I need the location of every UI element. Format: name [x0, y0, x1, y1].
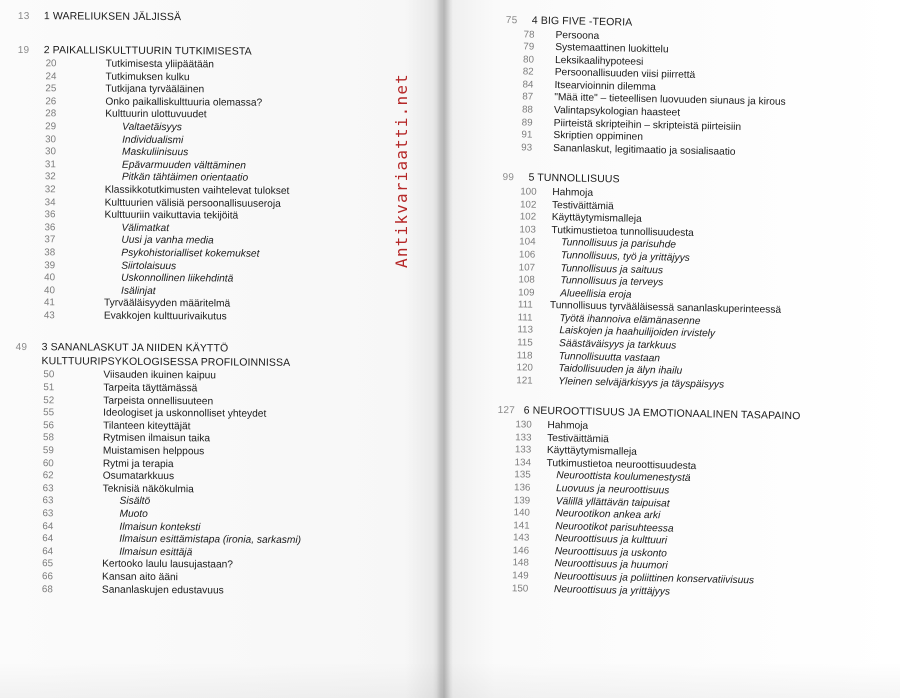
entry-page-number: 65	[42, 558, 54, 570]
chapter-title: KULTTUURIPSYKOLOGISESSA PROFILOINNISSA	[41, 355, 291, 369]
entry-title: Uusi ja vanha media	[121, 235, 214, 247]
entry-title: Sisältö	[119, 496, 151, 508]
chapter-page-number: 49	[15, 342, 28, 354]
entry-page-number: 25	[45, 83, 57, 95]
entry-page-number: 30	[45, 133, 57, 145]
chapter-title: 2 PAIKALLISKULTTUURIN TUTKIMISESTA	[43, 43, 252, 58]
entry-page-number: 100	[520, 186, 537, 198]
entry-title: Tutkimuksen kulku	[105, 71, 190, 83]
entry-page-number: 104	[519, 236, 536, 248]
entry-title: Yleinen selväjärkisyys ja täyspäisyys	[558, 376, 725, 391]
entry-page-number: 41	[43, 297, 55, 309]
entry-title: Persoonallisuuden viisi piirrettä	[554, 67, 696, 82]
entry-page-number: 24	[45, 70, 57, 82]
entry-title: Osumatarkkuus	[102, 470, 175, 483]
entry-page-number: 139	[513, 494, 531, 507]
entry-page-number: 82	[522, 66, 534, 78]
entry-page-number: 115	[517, 337, 533, 349]
entry-title: Epävarmuuden välttäminen	[121, 159, 246, 172]
toc-chapter	[494, 404, 868, 603]
entry-page-number: 30	[44, 146, 56, 158]
entry-page-number: 140	[513, 507, 531, 519]
entry-page-number: 26	[45, 95, 57, 108]
chapter-page-number: 13	[17, 10, 30, 23]
entry-title: Neurootikon ankea arki	[555, 508, 661, 522]
entry-page-number: 87	[522, 91, 534, 104]
chapter-heading	[15, 341, 425, 371]
entry-title: Klassikkotutkimusten vaihtelevat tulokset	[104, 184, 290, 197]
entry-page-number: 102	[519, 198, 537, 211]
entry-page-number: 146	[512, 545, 530, 557]
entry-page-number: 89	[521, 117, 533, 129]
toc-chapter	[16, 43, 428, 325]
entry-list	[14, 369, 426, 599]
chapter-title: 5 TUNNOLLISUUS	[528, 171, 620, 186]
entry-page-number: 135	[514, 469, 531, 481]
entry-title: Hahmoja	[552, 186, 594, 199]
entry-title: Testiväittämiä	[551, 199, 614, 212]
entry-title: Systemaattinen luokittelu	[555, 42, 669, 56]
entry-page-number: 29	[45, 121, 57, 133]
entry-page-number: 80	[522, 54, 535, 66]
entry-title: Piirteistä skripteihin – skripteistä piirteisiin	[553, 117, 742, 133]
chapter-page-number: 75	[505, 14, 518, 27]
entry-title: Onko paikalliskulttuuria olemassa?	[105, 96, 263, 109]
entry-title: Kulttuuriin vaikuttavia tekijöitä	[104, 209, 239, 222]
entry-page-number: 109	[518, 287, 535, 299]
entry-title: Tyrvääläisyyden määritelmä	[103, 297, 231, 310]
entry-page-number: 113	[517, 324, 534, 337]
entry-title: Välimatkat	[121, 222, 170, 234]
chapter-title: 3 SANANLASKUT JA NIIDEN KÄYTTÖ	[41, 341, 229, 355]
entry-title: Alueellisia eroja	[560, 287, 632, 301]
entry-page-number: 133	[514, 444, 532, 456]
entry-title: Kansan aito ääni	[102, 571, 178, 584]
chapter-page-number: 19	[17, 44, 30, 56]
entry-page-number: 141	[513, 519, 530, 532]
watermark-text: Antikvariaatti.net	[392, 73, 411, 268]
entry-title: Valtaetäisyys	[122, 121, 182, 134]
left-toc	[14, 10, 428, 599]
entry-title: Ilmaisun esittämistapa (ironia, sarkasmi)	[119, 533, 302, 547]
entry-page-number: 133	[515, 431, 532, 444]
entry-title: Neuroottisuus ja yrittäjyys	[553, 583, 671, 598]
entry-title: Tunnollisuutta vastaan	[558, 350, 661, 364]
entry-title: Hahmoja	[547, 419, 589, 432]
entry-title: Uskonnollinen liikehdintä	[121, 272, 234, 285]
chapter-heading	[18, 43, 428, 59]
entry-page-number: 130	[515, 419, 532, 431]
entry-title: Käyttäytymismalleja	[546, 445, 637, 458]
entry-page-number: 64	[42, 545, 54, 558]
entry-page-number: 91	[521, 129, 533, 141]
entry-title: Ilmaisun konteksti	[119, 521, 201, 533]
entry-page-number: 63	[42, 482, 54, 495]
entry-title: Neurootikot parisuhteessa	[555, 520, 674, 535]
left-page	[0, 0, 440, 698]
entry-title: Isälinjat	[121, 285, 156, 297]
entry-title: Säästäväisyys ja tarkkuus	[558, 338, 677, 352]
entry-page-number: 60	[42, 457, 54, 469]
entry-title: Välillä yllättävän taipuisat	[555, 495, 670, 510]
entry-title: Tunnollisuus tyrvääläisessä sananlaskuperinteessä	[549, 300, 782, 317]
entry-title: Evakkojen kulttuurivaikutus	[103, 310, 227, 323]
entry-title: Tunnollisuus ja terveys	[560, 275, 664, 289]
entry-title: Sananlaskut, legitimaatio ja sosialisaatio	[553, 142, 736, 158]
entry-page-number: 43	[43, 310, 55, 322]
entry-title: Tarpeita täyttämässä	[103, 382, 198, 395]
entry-page-number: 20	[45, 58, 57, 70]
entry-title: Pitkän tähtäimen orientaatio	[121, 172, 249, 184]
entry-page-number: 58	[42, 432, 54, 444]
entry-page-number: 148	[512, 557, 529, 570]
entry-title: Laiskojen ja haahuilijoiden irvistely	[559, 325, 716, 340]
entry-title: Tilanteen kiteyttäjät	[103, 420, 191, 433]
entry-page-number: 93	[521, 142, 533, 154]
entry-page-number: 51	[43, 382, 55, 394]
entry-page-number: 118	[516, 349, 533, 362]
entry-page-number: 64	[42, 533, 54, 545]
entry-page-number: 107	[518, 261, 536, 274]
entry-page-number: 37	[44, 234, 56, 246]
entry-list	[16, 58, 428, 325]
entry-page-number: 63	[42, 495, 54, 507]
entry-page-number: 102	[519, 211, 537, 223]
entry-page-number: 121	[516, 375, 533, 387]
entry-title: Tutkimustietoa tunnollisuudesta	[551, 224, 694, 239]
entry-page-number: 120	[516, 362, 534, 374]
entry-title: "Mää itte" – tieteellisen luovuuden siunaus ja kirous	[554, 92, 786, 109]
entry-page-number: 62	[42, 470, 54, 482]
entry-page-number: 63	[42, 508, 54, 520]
entry-title: Valintapsykologian haasteet	[553, 105, 681, 119]
entry-list	[498, 186, 872, 395]
entry-title: Tunnollisuus, työ ja yrittäjyys	[560, 250, 690, 264]
entry-page-number: 79	[523, 41, 535, 53]
entry-title: Luovuus ja neuroottisuus	[555, 483, 670, 497]
entry-title: Siirtolaisuus	[121, 260, 177, 272]
entry-page-number: 111	[517, 299, 533, 311]
entry-page-number: 52	[43, 394, 55, 406]
chapter-page-number: 99	[502, 172, 515, 184]
entry-title: Viisauden ikuinen kaipuu	[103, 370, 217, 382]
book-gutter	[433, 0, 453, 698]
entry-page-number: 84	[522, 79, 534, 91]
entry-title: Käyttäytymismalleja	[551, 212, 642, 226]
toc-chapter	[503, 14, 876, 162]
entry-page-number: 56	[43, 420, 55, 432]
entry-page-number: 88	[521, 104, 534, 116]
right-toc	[494, 14, 876, 603]
entry-list	[503, 28, 876, 162]
entry-title: Kulttuurien välisiä persoonallisuuseroja	[104, 197, 281, 210]
entry-title: Itsearvioinnin dilemma	[554, 79, 656, 94]
entry-page-number: 39	[44, 259, 56, 271]
entry-page-number: 103	[519, 224, 536, 236]
entry-title: Sananlaskujen edustavuus	[101, 584, 224, 597]
entry-page-number: 64	[42, 520, 54, 532]
entry-title: Neuroottisuus ja kulttuuri	[554, 533, 668, 547]
entry-page-number: 68	[41, 583, 53, 595]
entry-page-number: 55	[43, 407, 55, 419]
entry-title: Kulttuurin ulottuvuudet	[105, 108, 207, 121]
chapter-title: 6 NEUROOTTISUUS JA EMOTIONAALINEN TASAPAINO	[523, 404, 801, 423]
page-bottom-shade	[0, 662, 900, 698]
entry-title: Neuroottista koulumenestystä	[556, 470, 691, 485]
entry-page-number: 66	[42, 571, 53, 583]
entry-title: Rytmisen ilmaisun taika	[102, 433, 211, 445]
entry-title: Ilmaisun esittäjä	[119, 546, 193, 559]
toc-entry	[14, 584, 424, 599]
entry-title: Testiväittämiä	[547, 432, 609, 445]
entry-page-number: 78	[523, 28, 535, 41]
entry-title: Neuroottisuus ja uskonto	[554, 546, 667, 560]
entry-title: Tutkimustietoa neuroottisuudesta	[546, 457, 697, 472]
entry-page-number: 32	[44, 184, 56, 196]
entry-title: Tarpeista onnellisuuteen	[103, 395, 214, 408]
toc-chapter	[14, 341, 426, 599]
entry-title: Muoto	[119, 508, 148, 520]
entry-page-number: 28	[45, 108, 57, 120]
chapter-heading	[18, 10, 428, 26]
chapter-title: 4 BIG FIVE -TEORIA	[531, 14, 633, 29]
chapter-title: 1 WARELIUKSEN JÄLJISSÄ	[43, 10, 182, 24]
entry-page-number: 38	[44, 247, 56, 259]
entry-title: Tunnollisuus ja saituus	[560, 262, 664, 276]
entry-page-number: 136	[513, 482, 531, 494]
toc-chapter	[498, 171, 872, 395]
entry-page-number: 50	[43, 369, 55, 381]
entry-title: Tutkimisesta yliipäätään	[105, 58, 215, 71]
entry-title: Skriptien oppiminen	[553, 130, 644, 144]
entry-title: Neuroottisuus ja poliittinen konservatiivisuus	[554, 571, 755, 587]
entry-page-number: 31	[44, 158, 56, 171]
entry-title: Rytmi ja terapia	[102, 458, 174, 470]
entry-page-number: 36	[44, 209, 56, 221]
entry-title: Neuroottisuus ja huumori	[554, 558, 668, 572]
entry-page-number: 40	[44, 272, 56, 284]
entry-title: Persoona	[555, 29, 600, 42]
entry-title: Muistamisen helppous	[102, 445, 205, 458]
entry-list	[494, 419, 868, 603]
entry-page-number: 108	[518, 274, 535, 286]
entry-page-number: 106	[518, 249, 536, 261]
entry-page-number: 34	[44, 196, 56, 208]
chapter-page-number: 127	[497, 405, 516, 417]
entry-page-number: 134	[514, 456, 532, 469]
entry-title: Individualismi	[122, 134, 184, 146]
entry-title: Ideologiset ja uskonnolliset yhteydet	[103, 407, 267, 420]
right-page	[452, 0, 900, 698]
toc-chapter	[18, 10, 428, 26]
entry-page-number: 143	[512, 532, 530, 544]
entry-title: Taidollisuuden ja älyn ihailu	[558, 363, 683, 378]
entry-title: Tunnollisuus ja parisuhde	[561, 237, 677, 251]
entry-page-number: 149	[512, 570, 529, 582]
entry-page-number: 40	[44, 284, 55, 296]
entry-page-number: 59	[42, 445, 54, 457]
entry-title: Kertooko laulu lausujastaan?	[102, 558, 234, 571]
entry-title: Työtä ihannoiva elämänasenne	[559, 313, 701, 328]
entry-page-number: 150	[511, 582, 529, 595]
entry-title: Leksikaalihypoteesi	[554, 54, 644, 68]
entry-page-number: 111	[517, 312, 533, 324]
entry-page-number: 32	[44, 171, 56, 183]
entry-title: Psykohistorialliset kokemukset	[121, 247, 260, 260]
entry-title: Tutkijana tyrvääläinen	[105, 83, 205, 96]
entry-page-number: 36	[44, 221, 56, 233]
entry-title: Maskuliinisuus	[121, 146, 189, 159]
entry-title: Teknisiä näkökulmia	[102, 483, 194, 496]
